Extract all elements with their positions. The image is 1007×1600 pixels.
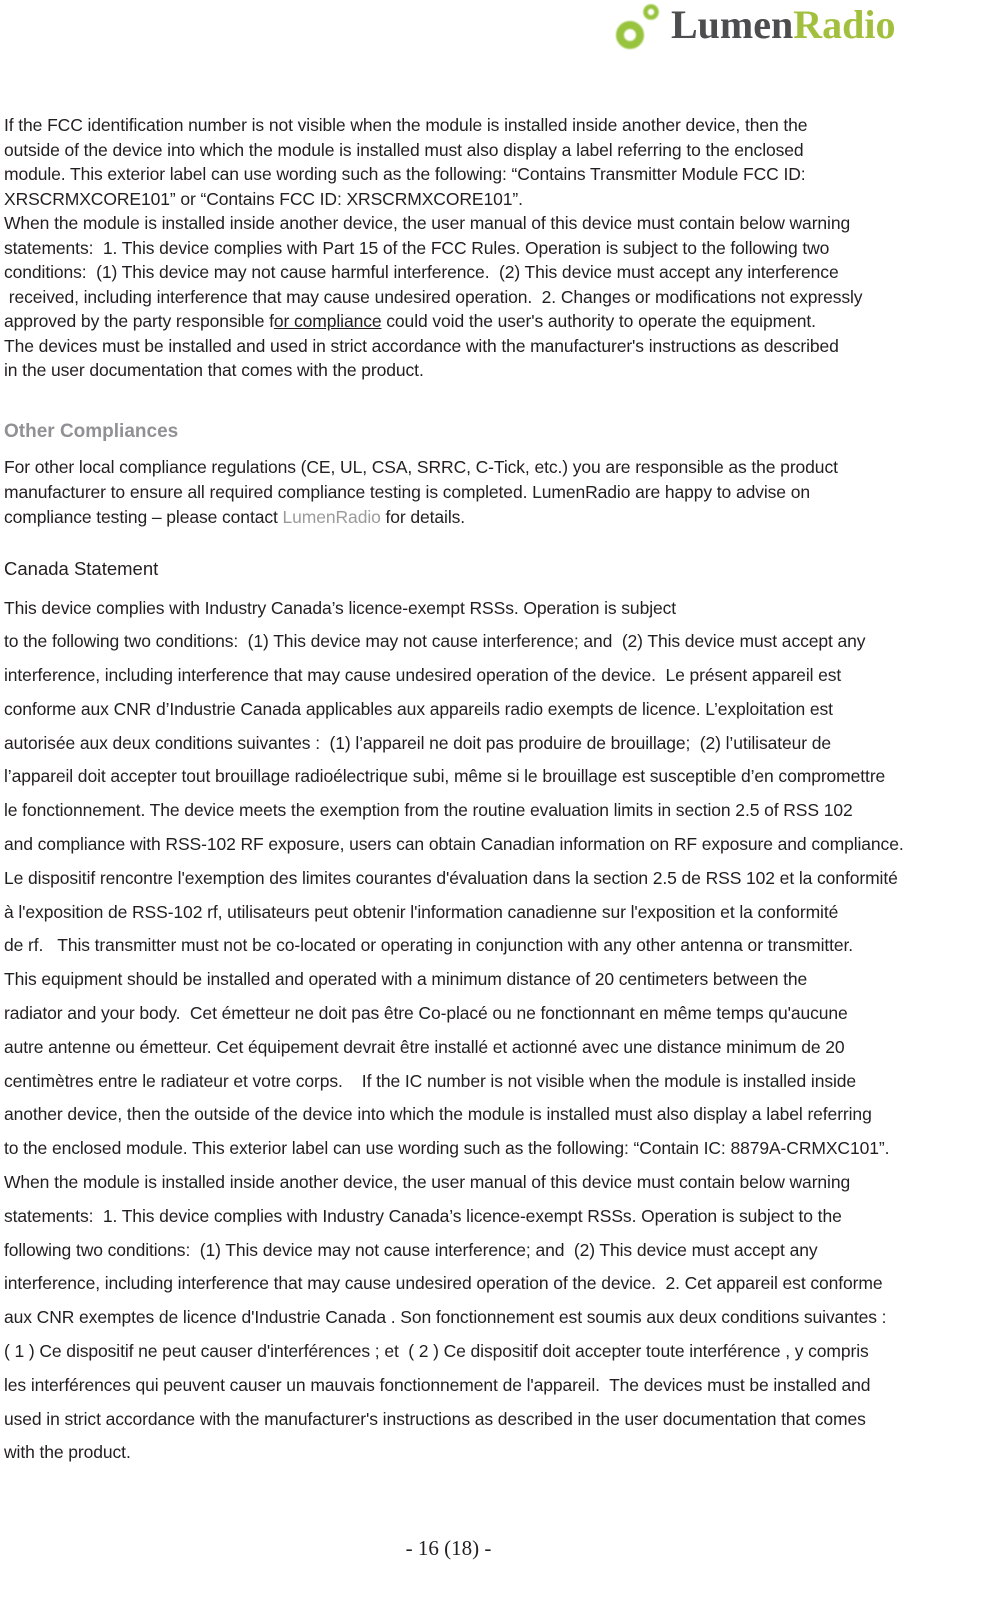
text-line: used in strict accordance with the manufacturer's instructions as described in the user documentation that comes [4,1408,866,1429]
text-line: conforme aux CNR d’Industrie Canada applicables aux appareils radio exempts de licence. L’exploitation est [4,698,833,719]
other-compliances-section [4,455,999,530]
text-line: conditions: (1) This device may not cause harmful interference. (2) This device must accept any interference [4,262,839,282]
text-line: to the following two conditions: (1) This device may not cause interference; and (2) This device must accept any [4,631,866,652]
compliance-underlined-text: or compliance [273,311,382,331]
text-line: autorisée aux deux conditions suivantes : (1) l’appareil ne doit pas produire de brouillage; (2) l’utilisateur de [4,732,832,753]
page-number: - 16 (18) - [405,1536,492,1560]
text-line [4,309,999,334]
text-line: The devices must be installed and used in strict accordance with the manufacturer's instructions as described [4,335,839,356]
text-segment: could void the user's authority to operate the equipment. [381,311,816,331]
text-line: à l'exposition de RSS-102 rf, utilisateurs peut obtenir l'information canadienne sur l'exposition et la conformité [4,901,839,922]
text-line: manufacturer to ensure all required compliance testing is completed. LumenRadio are happy to advise on [4,481,810,502]
logo-text-lumen: Lumen [671,2,794,47]
text-line: in the user documentation that comes with the product. [4,360,424,380]
text-line: following two conditions: (1) This device may not cause interference; and (2) This device must accept any [4,1239,818,1260]
text-line: statements: 1. This device complies with Industry Canada’s licence-exempt RSSs. Operation is subject to the [4,1205,842,1226]
text-line: interference, including interference that may cause undesired operation of the device. 2. Cet appareil est conforme [4,1273,883,1294]
text-line: outside of the device into which the module is installed must also display a label referring to the enclosed [4,139,804,160]
text-line: statements: 1. This device complies with Part 15 of the FCC Rules. Operation is subject to the following two [4,237,830,258]
text-segment: approved by the party responsible f [4,311,274,331]
logo-text-radio: Radio [793,2,896,47]
canada-lines [4,592,999,1471]
lumenradio-contact-link[interactable]: LumenRadio [282,506,381,527]
text-segment: for details. [380,506,466,527]
other-compliances-heading: Other Compliances [4,420,179,442]
text-line: aux CNR exemptes de licence d'Industrie Canada . Son fonctionnement est soumis aux deux conditions suivantes : [4,1307,887,1328]
text-line: received, including interference that may cause undesired operation. 2. Changes or modifications not expressly [4,286,863,307]
text-line: de rf. This transmitter must not be co-located or operating in conjunction with any other antenna or transmitter. [4,935,854,956]
canada-statement-section [4,592,999,1471]
text-line: another device, then the outside of the device into which the module is installed must also display a label referring [4,1104,872,1125]
text-line: This equipment should be installed and operated with a minimum distance of 20 centimeters between the [4,969,808,990]
text-line: les interférences qui peuvent causer un mauvais fonctionnement de l'appareil. The devices must be installed and [4,1374,871,1395]
page-body [4,113,999,1470]
text-line: Le dispositif rencontre l'exemption des limites courantes d'évaluation dans la section 2.5 de RSS 102 et la conformité [4,867,898,888]
other-compliances-lines [4,455,999,505]
text-line: centimètres entre le radiateur et votre corps. If the IC number is not visible when the module is installed inside [4,1070,857,1091]
text-line: ( 1 ) Ce dispositif ne peut causer d'interférences ; et ( 2 ) Ce dispositif doit accepter toute interférence , y compris [4,1341,869,1362]
text-line: with the product. [4,1442,131,1463]
text-line: autre antenne ou émetteur. Cet équipement devrait être installé et actionné avec une distance minimum de 20 [4,1036,845,1057]
text-line: For other local compliance regulations (CE, UL, CSA, SRRC, C-Tick, etc.) you are responsible as the product [4,456,838,477]
text-line [4,505,999,530]
text-line: radiator and your body. Cet émetteur ne doit pas être Co-placé ou ne fonctionnant en même temps qu'aucune [4,1003,848,1024]
canada-statement-heading: Canada Statement [4,557,159,579]
text-line: This device complies with Industry Canada’s licence-exempt RSSs. Operation is subject [4,597,677,618]
text-line: to the enclosed module. This exterior label can use wording such as the following: “Contain IC: 8879A-CRMXC101”. [4,1138,890,1159]
logo [616,2,896,51]
text-line: l’appareil doit accepter tout brouillage radioélectrique subi, même si le brouillage est susceptible d’en compromettre [4,766,886,787]
text-segment: compliance testing – please contact [4,506,283,527]
logo-wordmark [671,2,896,48]
text-line: le fonctionnement. The device meets the exemption from the routine evaluation limits in section 2.5 of RSS 102 [4,800,853,821]
text-line: and compliance with RSS-102 RF exposure, users can obtain Canadian information on RF exposure and compliance. [4,834,904,855]
page-footer [0,1536,1007,1561]
text-line: When the module is installed inside another device, the user manual of this device must contain below warning [4,213,851,233]
fcc-lines-top [4,113,999,309]
text-line: If the FCC identification number is not visible when the module is installed inside another device, then the [4,115,808,135]
fcc-lines-bottom [4,334,999,383]
text-line: interference, including interference that may cause undesired operation of the device. Le présent appareil est [4,665,842,686]
lumenradio-rings-icon [616,3,664,51]
text-line: module. This exterior label can use wording such as the following: “Contains Transmitter Module FCC ID: [4,164,806,184]
fcc-statement-section [4,113,999,383]
text-line: When the module is installed inside another device, the user manual of this device must contain below warning [4,1172,851,1193]
text-line: XRSCRMXCORE101” or “Contains FCC ID: XRSCRMXCORE101”. [4,188,523,209]
